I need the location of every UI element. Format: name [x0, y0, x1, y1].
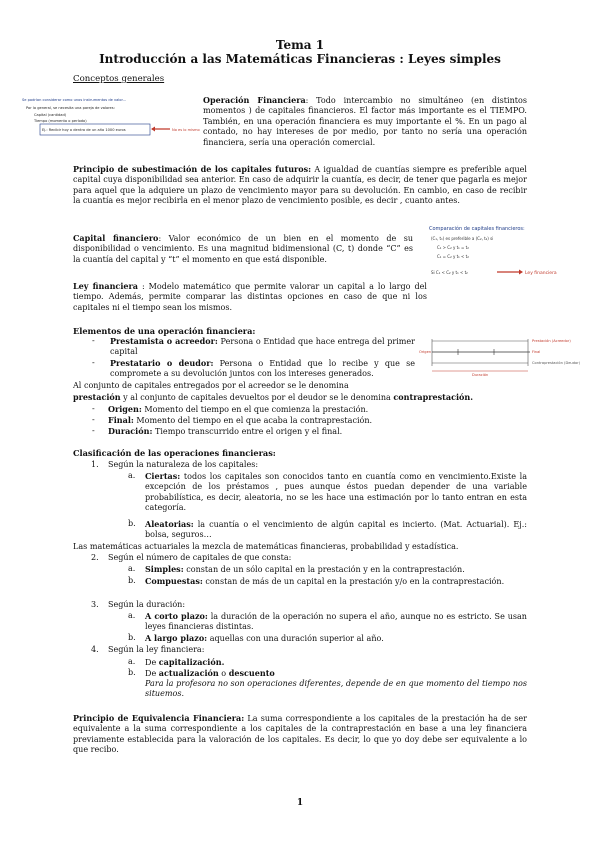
- clasif-2b-term: Compuestas:: [145, 576, 203, 586]
- clasif-3: Según la duración:: [108, 600, 186, 609]
- list-letter: a.: [128, 564, 136, 573]
- timeline-label-contra: Contraprestación (Deudor): [532, 361, 581, 365]
- elemento-item-2-term: Prestatario o deudor:: [110, 358, 214, 368]
- list-letter: b.: [128, 668, 136, 677]
- elementos-heading: Elementos de una operación financiera:: [73, 326, 256, 336]
- fig1-line-2: Capital (cantidad): [34, 113, 67, 117]
- slide-figure-1-svg: [20, 95, 200, 145]
- profesora-note-text: Para la profesora no son operaciones diferentes, depende de en que momento del tiempo nos situemos.: [145, 679, 527, 699]
- fig2-row-3: Si C₁ < C₂ y t₁ < t₂: [431, 270, 468, 275]
- clasif-3b-text: aquellas con una duración superior al año.: [207, 634, 384, 643]
- clasif-1b: [145, 519, 527, 541]
- fig1-line-1: Por lo general, se necesita una pareja de valores:: [26, 106, 115, 110]
- profesora-note: [145, 679, 527, 700]
- mezcla-line: Las matemáticas actuariales la mezcla de matemáticas financieras, probabilidad y estadística.: [73, 542, 459, 551]
- fig2-row-1: C₁ > C₂ y t₁ = t₂: [437, 245, 469, 250]
- timeline-label-final: Final: [532, 350, 541, 354]
- prestacion-line-2: [73, 392, 527, 403]
- slide-figure-1: [20, 95, 200, 145]
- clasif-4b: [145, 668, 527, 679]
- operacion-paragraph: [203, 95, 527, 148]
- clasif-4a: [145, 657, 527, 668]
- ley-paragraph: [73, 281, 427, 313]
- slide-figure-2-svg: [425, 223, 575, 283]
- clasif-4b-term2: descuento: [228, 668, 275, 678]
- list-num-2: 2.: [91, 553, 99, 562]
- bullet-dash: -: [92, 404, 95, 413]
- elemento-item-2-text: Persona o Entidad que lo recibe y que se compromete a su devolución juntos con los intereses generados.: [110, 359, 415, 379]
- clasif-4a-pre: De: [145, 658, 159, 667]
- section-heading: Conceptos generales: [73, 74, 165, 84]
- clasif-2a: [145, 564, 527, 575]
- list-num-3: 3.: [91, 600, 99, 609]
- elemento-final: [108, 415, 528, 426]
- slide-figure-2: [425, 223, 575, 283]
- doc-subtitle: Introducción a las Matemáticas Financieras : Leyes simples: [99, 52, 501, 66]
- operacion-text: : Todo intercambio no simultáneo (en distintos momentos ) de capitales financieros. El factor más importante es el TIEMPO. También, en una operación financiera es muy importante el %. En un pago al contado, no hay intereses de por medio, por tanto no sería una operación financiera, sería una operación comercial.: [203, 96, 527, 147]
- doc-title: Tema 1: [275, 38, 325, 52]
- clasif-3a-term: A corto plazo:: [145, 611, 208, 621]
- timeline-label-origen: Origen: [419, 350, 432, 354]
- ley-term: Ley financiera: [73, 281, 138, 291]
- ley-text: : Modelo matemático que permite valorar un capital a lo largo del tiempo. Además, permite comparar las distintas opciones en caso de que ni los capitales ni el tiempo sean los mismos.: [73, 282, 427, 312]
- prestacion-mid: y al conjunto de capitales devueltos por el deudor se le denomina: [120, 393, 394, 402]
- fig1-line-4: Ej.: Recibir hoy o dentro de un año 1000 euros: [42, 128, 126, 132]
- fig2-row-0: (C₁, t₁) es preferible a (C₂, t₂) si: [431, 236, 494, 241]
- clasif-1a-text: todos los capitales son conocidos tanto en cuantía como en vencimiento.Existe la excepción de los préstamos , pues aunque éstos puedan depender de una variable probabilística, es decir, aleatoria, no se les hace una estimación por lo tanto entran en esta categoría.: [145, 472, 527, 513]
- clasif-4b-pre: De: [145, 669, 159, 678]
- capital-term: Capital financiero: [73, 233, 159, 243]
- elemento-item-1: [110, 336, 415, 358]
- capital-text: : Valor económico de un bien en el momento de su disponibilidad o vencimiento. Es una magnitud bidimensional (C, t) donde “C” es la cuantía del capital y “t” el momento en que está disponible.: [73, 234, 414, 264]
- prestacion-line-1: Al conjunto de capitales entregados por el acreedor se le denomina: [73, 381, 349, 390]
- prestacion-term: prestación: [73, 392, 121, 402]
- contraprestacion-term: contraprestación.: [393, 392, 474, 402]
- list-letter: b.: [128, 633, 136, 642]
- bullet-dash: -: [92, 426, 95, 435]
- clasif-4: Según la ley financiera:: [108, 645, 205, 654]
- list-num-4: 4.: [91, 645, 99, 654]
- clasif-2b-text: constan de más de un capital en la prestación y/o en la contraprestación.: [202, 577, 505, 586]
- clasif-1b-text: la cuantía o el vencimiento de algún capital es incierto. (Mat. Actuarial). Ej.: bolsa, seguros…: [145, 520, 527, 540]
- timeline-figure: [418, 333, 581, 378]
- equivalencia-paragraph: [73, 713, 527, 756]
- elemento-origen: [108, 404, 528, 415]
- fig2-row-2: C₁ = C₂ y t₁ < t₂: [437, 254, 469, 259]
- page-number: 1: [296, 798, 304, 808]
- list-letter: b.: [128, 519, 136, 528]
- origen-term: Origen:: [108, 404, 142, 414]
- clasif-1a: [145, 471, 527, 514]
- list-letter: a.: [128, 471, 136, 480]
- clasif-4a-term: capitalización.: [158, 657, 225, 667]
- timeline-label-duracion: Duración: [472, 373, 489, 377]
- clasif-1a-term: Ciertas:: [145, 471, 181, 481]
- fig2-title: Comparación de capitales financieros:: [429, 226, 525, 232]
- list-letter: a.: [128, 657, 136, 666]
- elemento-duracion: [108, 426, 528, 437]
- equivalencia-text: La suma correspondiente a los capitales de la prestación ha de ser equivalente a la suma correspondiente a los capitales de la contraprestación en base a una ley financiera previamente establecida para la valoración de los capitales. Es decir, lo que yo doy debe ser equivalente a lo que recibo.: [73, 714, 527, 755]
- equivalencia-term: Principio de Equivalencia Financiera:: [73, 713, 245, 723]
- bullet-dash: -: [92, 358, 95, 367]
- origen-text: Momento del tiempo en el que comienza la prestación.: [141, 405, 369, 414]
- list-num-1: 1.: [91, 460, 99, 469]
- list-letter: a.: [128, 611, 136, 620]
- bullet-dash: -: [92, 415, 95, 424]
- fig2-arrow-label: Ley financiera: [525, 271, 557, 276]
- clasif-2: Según el número de capitales de que consta:: [108, 553, 292, 562]
- fig1-line-5: No es lo mismo: [172, 128, 200, 132]
- clasif-3b: [145, 633, 527, 644]
- duracion-term: Duración:: [108, 426, 153, 436]
- elemento-item-1-term: Prestamista o acreedor:: [110, 336, 218, 346]
- clasif-4b-term: actualización: [158, 668, 219, 678]
- elemento-item-2: [110, 358, 415, 380]
- fig1-line-3: Tiempo (momento o período): [34, 119, 87, 123]
- capital-paragraph: [73, 233, 413, 265]
- clasif-2a-term: Simples:: [145, 564, 184, 574]
- clasif-2a-text: constan de un sólo capital en la prestación y en la contraprestación.: [183, 565, 465, 574]
- clasif-3a: [145, 611, 527, 633]
- timeline-label-prestacion: Prestación (Acreedor): [532, 339, 571, 343]
- subestimacion-term: Principio de subestimación de los capitales futuros:: [73, 164, 312, 174]
- timeline-figure-svg: [418, 333, 581, 378]
- operacion-term: Operación Financiera: [203, 95, 306, 105]
- fig1-line-0: Se podrían considerar como unos instrumentos de valor...: [22, 98, 127, 102]
- clasif-3a-text: la duración de la operación no supera el año, aunque no es estricto. Se usan leyes financieras distintas.: [145, 612, 527, 632]
- duracion-text: Tiempo transcurrido entre el origen y el final.: [152, 427, 343, 436]
- clasif-1b-term: Aleatorias:: [145, 519, 194, 529]
- final-term: Final:: [108, 415, 134, 425]
- clasificacion-heading: Clasificación de las operaciones financieras:: [73, 448, 276, 458]
- clasif-1: Según la naturaleza de los capitales:: [108, 460, 259, 469]
- clasif-2b: [145, 576, 527, 587]
- subestimacion-text: A igualdad de cuantías siempre es preferible aquel capital cuya disponibilidad sea anterior. En caso de adquirir la cuantía, es decir, de tener que pagarla es mejor para aquel que la adquiere un plazo de vencimiento mayor para su devolución. En cambio, en caso de recibir la cuantía es mejor recibirla en el menor plazo de vencimiento posible, es decir , cuanto antes.: [73, 165, 527, 206]
- clasif-4b-mid: o: [218, 669, 229, 678]
- subestimacion-paragraph: [73, 164, 527, 207]
- final-text: Momento del tiempo en el que acaba la contraprestación.: [133, 416, 373, 425]
- list-letter: b.: [128, 576, 136, 585]
- elemento-item-1-text: Persona o Entidad que hace entrega del primer capital: [110, 337, 416, 357]
- bullet-dash: -: [92, 336, 95, 345]
- clasif-3b-term: A largo plazo:: [145, 633, 208, 643]
